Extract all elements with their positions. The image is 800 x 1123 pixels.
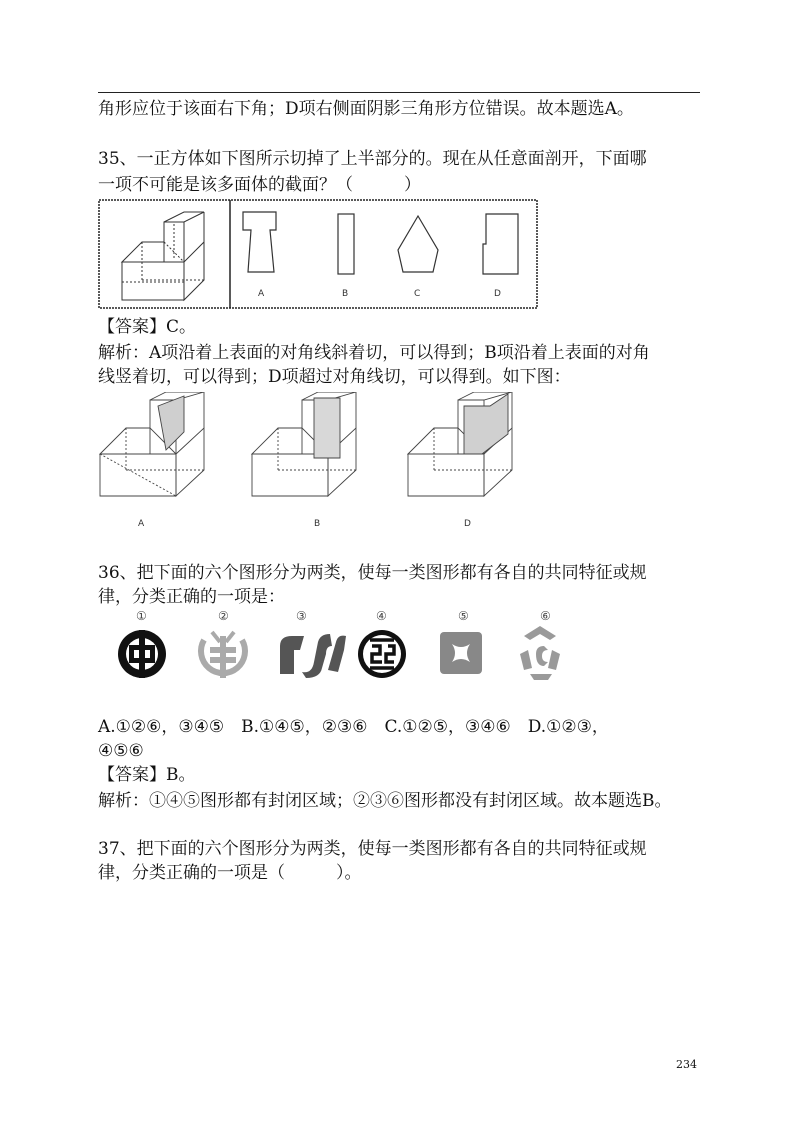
q36-num-1: ① [136, 609, 147, 623]
q35-analysis-line-1: 解析：A项沿着上表面的对角线斜着切，可以得到；B项沿着上表面的对角 [98, 343, 650, 363]
q36-num-6: ⑥ [540, 609, 551, 623]
q35-option-a-shape [243, 212, 276, 272]
logo-1-icon [118, 630, 166, 678]
q35-option-b-shape [338, 214, 354, 274]
text-line-1: 角形应位于该面右下角；D项右侧面阴影三角形方位错误。故本题选A。 [98, 99, 634, 119]
logo-6-icon [520, 626, 560, 680]
logo-3-icon [280, 634, 346, 678]
q35-option-a-label: A [258, 289, 265, 299]
page-number: 234 [676, 1058, 697, 1071]
q35-analysis-line-2: 线竖着切，可以得到；D项超过对角线切，可以得到。如下图： [98, 367, 571, 387]
q35-option-d-shape [483, 214, 518, 274]
q36-stem-line-2: 律，分类正确的一项是： [98, 587, 285, 607]
solution-b-drawing [252, 392, 356, 496]
solution-d-drawing [408, 392, 512, 496]
q35-option-b-label: B [342, 289, 349, 299]
q36-num-3: ③ [296, 609, 307, 623]
q37-stem-line-1: 37、把下面的六个图形分为两类，使每一类图形都有各自的共同特征或规 [98, 839, 647, 859]
q35-stem-line-1: 35、一正方体如下图所示切掉了上半部分的。现在从任意面剖开，下面哪 [98, 149, 647, 169]
q35-stem-line-2: 一项不可能是该多面体的截面？（ ） [98, 175, 421, 195]
logo-4-icon [358, 630, 406, 678]
q36-num-4: ④ [376, 609, 387, 623]
q35-figure [98, 198, 540, 312]
q36-analysis: 解析：①④⑤图形都有封闭区域；②③⑥图形都没有封闭区域。故本题选B。 [98, 791, 672, 811]
cut-cube-drawing [122, 212, 204, 300]
solution-label-a: A [138, 519, 145, 529]
q35-option-c-label: C [414, 289, 421, 299]
solution-a-drawing [100, 392, 204, 496]
logo-2-icon [201, 632, 245, 678]
q36-figure [100, 606, 600, 696]
q36-answer: 【答案】B。 [98, 765, 196, 785]
q35-option-c-shape [398, 216, 438, 272]
q36-num-5: ⑤ [458, 609, 469, 623]
q36-options-line-2: ④⑤⑥ [98, 741, 144, 761]
q37-stem-line-2: 律，分类正确的一项是（ ）。 [98, 863, 362, 883]
q35-answer: 【答案】C。 [98, 317, 197, 337]
solution-label-b: B [314, 519, 321, 529]
q36-stem-line-1: 36、把下面的六个图形分为两类，使每一类图形都有各自的共同特征或规 [98, 563, 647, 583]
q36-num-2: ② [218, 609, 229, 623]
q35-solution-figure [92, 392, 532, 538]
q35-option-d-label: D [494, 289, 501, 299]
logo-5-icon [440, 632, 482, 674]
q36-options-line-1: A.①②⑥，③④⑤ B.①④⑤，②③⑥ C.①②⑤，③④⑥ D.①②③， [98, 717, 609, 737]
header-rule [98, 92, 700, 93]
solution-label-d: D [464, 519, 471, 529]
